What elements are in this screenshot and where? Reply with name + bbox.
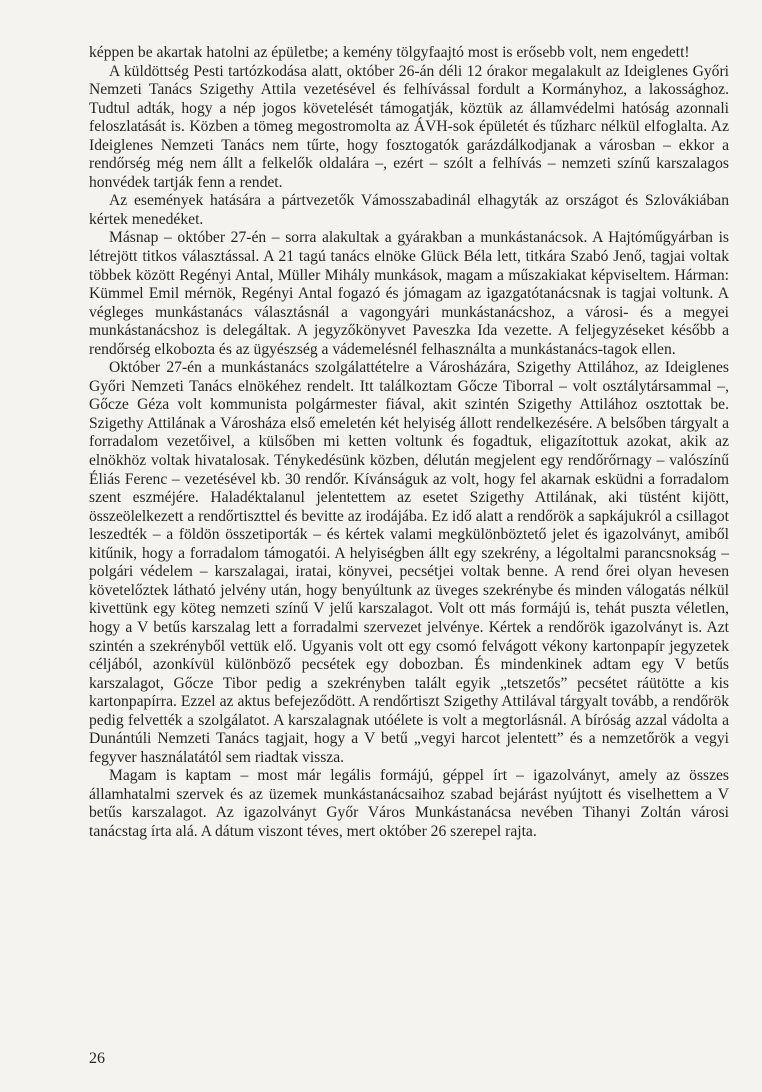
paragraph: A küldöttség Pesti tartózkodása alatt, október 26-án déli 12 órakor megalakult az Ideiglenes Győri Nemzeti Tanács Szigethy Attila vezetésével és felhívással fordult a Kormányhoz, a lakossághoz. Tudtul adták, hogy a nép jogos követelését támogatják, köztük az államvédelmi hatóság azonnali feloszlatását is. Közben a tömeg megostromolta az ÁVH-sok épületét és tűzharc nélkül elfoglalta. Az Ideiglenes Nemzeti Tanács nem tűrte, hogy fosztogatók garázdálkodjanak a városban – ekkor a rendőrség még nem állt a felkelők oldalára –, ezért – szólt a felhívás – nemzeti színű karszalagos honvédek tartják fenn a rendet. (89, 62, 729, 191)
body-text (89, 44, 729, 842)
paragraph: Október 27-én a munkástanács szolgálattételre a Városházára, Szigethy Attilához, az Ideiglenes Győri Nemzeti Tanács elnökéhez rendelt. Itt találkoztam Gőcze Tiborral – volt osztálytársammal –, Gőcze Géza volt kommunista polgármester fiával, akit szintén Szigethy Attilához osztottak be. Szigethy Attilának a Városháza első emeletén két helyiség állott rendelkezésére. A belsőben tárgyalt a forradalom vezetőivel, a külsőben mi ketten voltunk és fogadtuk, eligazítottuk azokat, akik az elnökhöz voltak hivatalosak. Ténykedésünk közben, délután megjelent egy rendőrőrnagy – valószínű Éliás Ferenc – vezetésével kb. 30 rendőr. Kívánságuk az volt, hogy fel akarnak esküdni a forradalom szent eszméjére. Haladéktalanul jelentettem az esetet Szigethy Attilának, aki tüstént kijött, összeölelkezett a rendőrtiszttel és bevitte az irodájába. Ez idő alatt a rendőrök a sapkájukról a csillagot leszedték – a földön összetiporták – és kértek valami megkülönböztető jelet és igazolványt, amiből kitűnik, hogy a forradalom támogatói. A helyiségben állt egy szekrény, a légoltalmi parancsnokság – polgári védelem – karszalagai, iratai, könyvei, pecsétjei voltak benne. A rend őrei olyan hevesen követelőztek látható jelvény után, hogy benyúltunk az üveges szekrénybe és minden válogatás nélkül kivettünk egy köteg nemzeti színű V jelű karszalagot. Volt ott más formájú is, tehát puszta véletlen, hogy a V betűs karszalag lett a forradalmi szervezet jelvénye. Kértek a rendőrök igazolványt is. Azt szintén a szekrényből vettük elő. Ugyanis volt ott egy csomó felvágott vékony kartonpapír jegyzetek céljából, azonkívül különböző pecsétek egy dobozban. És mindenkinek adtam egy V betűs karszalagot, Gőcze Tibor pedig a szekrényben talált egyik „tetszetős” pecsétet ráütötte a kis kartonpapírra. Ezzel az aktus befejeződött. A rendőrtiszt Szigethy Attilával tárgyalt tovább, a rendőrök pedig felvették a szolgálatot. A karszalagnak utóélete is volt a megtorlásnál. A bíróság azzal vádolta a Dunántúli Nemzeti Tanács tagjait, hogy a V betű „vegyi harcot jelentett” és a nemzetőrök a vegyi fegyver használatától sem riadtak vissza. (89, 359, 729, 766)
paragraph: Az események hatására a pártvezetők Vámosszabadinál elhagyták az országot és Szlovákiában kértek menedéket. (89, 192, 729, 228)
paragraph: Másnap – október 27-én – sorra alakultak a gyárakban a munkástanácsok. A Hajtóműgyárban is létrejött titkos választással. A 21 tagú tanács elnöke Glück Béla lett, titkára Szabó Jenő, tagjai voltak többek között Regényi Antal, Müller Mihály munkások, magam a műszakiakat képviseltem. Hárman: Kümmel Emil mérnök, Regényi Antal fogazó és jómagam az igazgatótanácsnak is tagjai voltunk. A végleges munkástanács választásnál a vagongyári munkástanácshoz, a városi- és a megyei munkástanácshoz is delegáltak. A jegyzőkönyvet Paveszka Ida vezette. A feljegyzéseket később a rendőrség elkobozta és az ügyészség a vádemelésnél felhasználta a munkástanács-tagok ellen. (89, 229, 729, 358)
paragraph: képpen be akartak hatolni az épületbe; a kemény tölgyfaajtó most is erősebb volt, nem engedett! (89, 44, 690, 61)
paragraph: Magam is kaptam – most már legális formájú, géppel írt – igazolványt, amely az összes államhatalmi szervek és az üzemek munkástanácsaihoz szabad bejárást nyújtott és viselhettem a V betűs karszalagot. Az igazolványt Győr Város Munkástanácsa nevében Tihanyi Zoltán városi tanácstag írta alá. A dátum viszont téves, mert október 26 szerepel rajta. (89, 767, 729, 840)
page-number: 26 (89, 1050, 105, 1067)
